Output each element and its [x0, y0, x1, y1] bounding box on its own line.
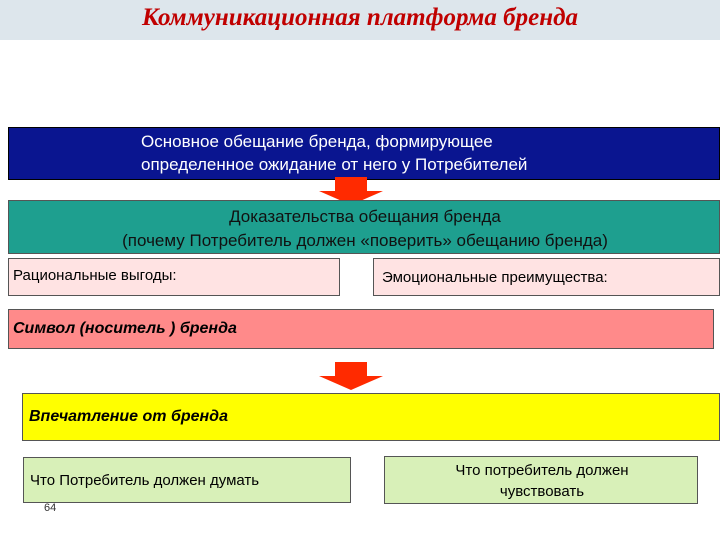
- consumer-feel-line2: чувствовать: [499, 483, 585, 500]
- brand-promise-text: [141, 130, 720, 176]
- consumer-feel-line1: Что потребитель должен: [455, 462, 629, 479]
- consumer-feel-text: [385, 460, 699, 502]
- page-title: Коммуникационная платформа бренда: [142, 4, 578, 31]
- consumer-think-box: [23, 457, 351, 503]
- brand-promise-line2: определенное ожидание от него у Потребителей: [141, 155, 528, 174]
- brand-impression-label: Впечатление от бренда: [29, 408, 228, 425]
- brand-promise-box: [8, 127, 720, 180]
- brand-impression-box: [22, 393, 720, 441]
- brand-promise-line1: Основное обещание бренда, формирующее: [141, 132, 493, 151]
- brand-proof-text: [9, 205, 720, 253]
- brand-symbol-label: Символ (носитель ) бренда: [13, 320, 237, 337]
- title-bar: [0, 0, 720, 40]
- rational-benefits-label: Рациональные выгоды:: [13, 267, 177, 284]
- brand-proof-line2: (почему Потребитель должен «поверить» обещанию бренда): [122, 231, 608, 250]
- brand-proof-line1: Доказательства обещания бренда: [229, 207, 501, 226]
- emotional-benefits-box: [373, 258, 720, 296]
- brand-proof-box: [8, 200, 720, 254]
- consumer-feel-box: [384, 456, 698, 504]
- down-arrow-icon: [319, 362, 383, 390]
- consumer-think-label: Что Потребитель должен думать: [30, 472, 260, 489]
- page-number: 64: [44, 502, 57, 514]
- brand-symbol-box: [8, 309, 714, 349]
- emotional-benefits-label: Эмоциональные преимущества:: [382, 269, 608, 286]
- rational-benefits-box: [8, 258, 340, 296]
